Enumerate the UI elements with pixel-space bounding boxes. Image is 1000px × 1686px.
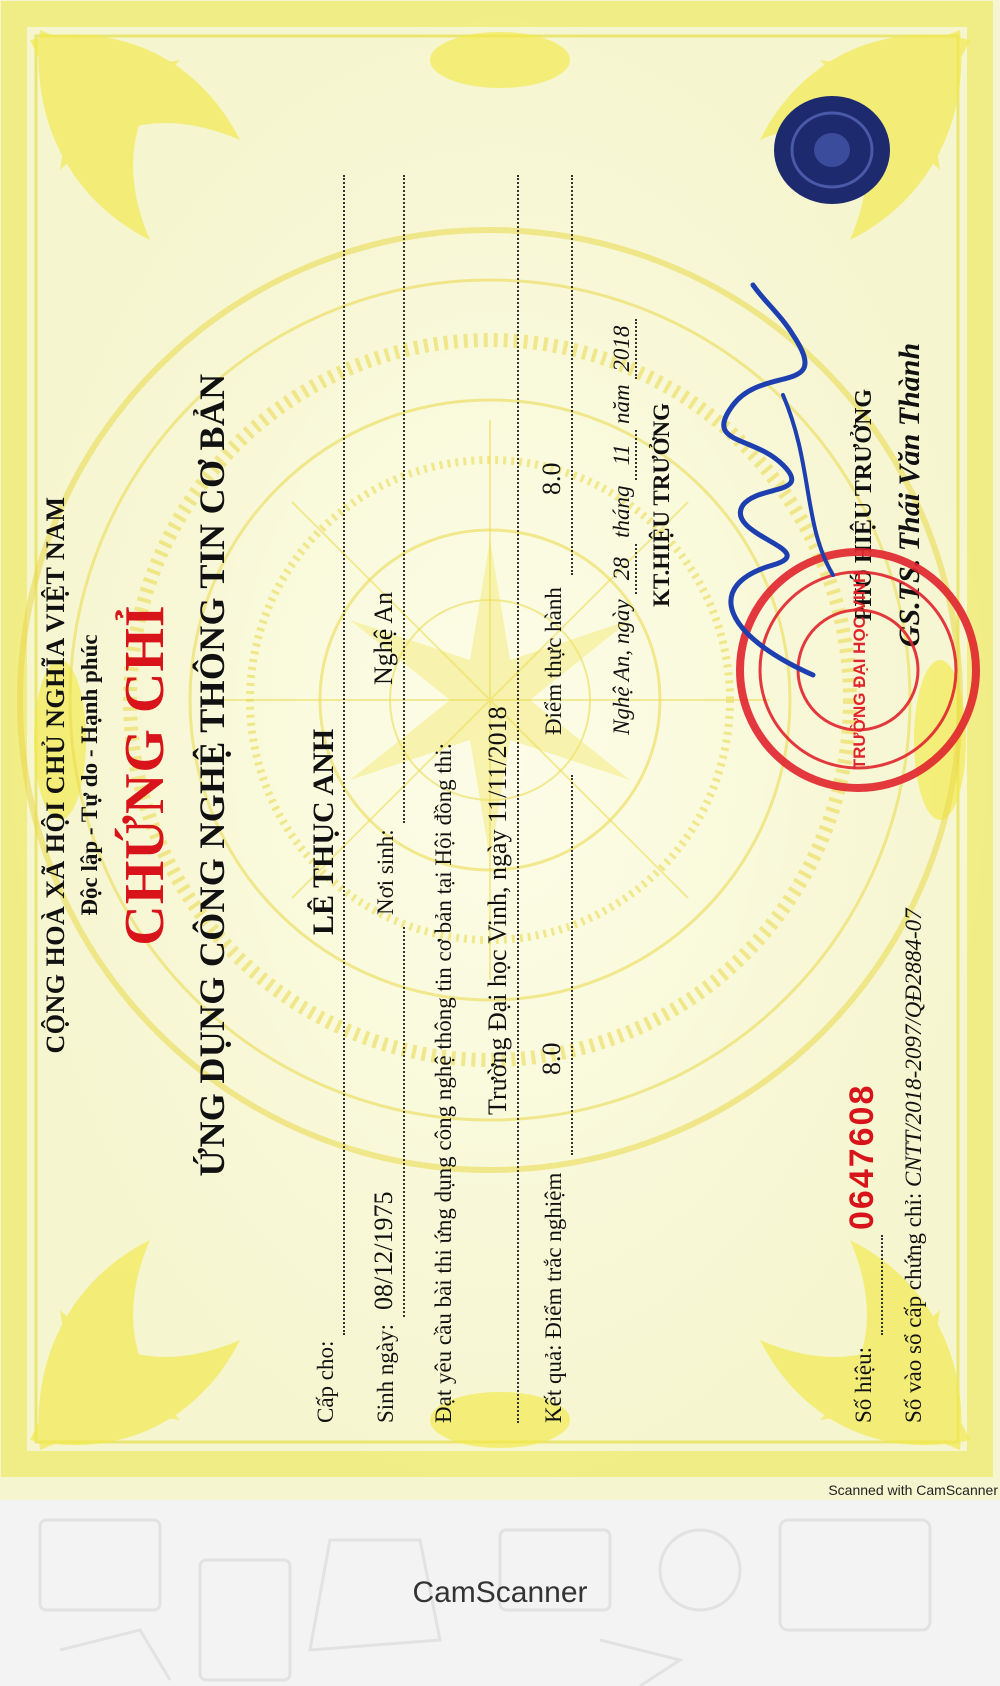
registry-line xyxy=(901,908,927,1423)
date-month: 11 xyxy=(609,430,637,480)
serial-number: 0647608 xyxy=(843,1083,881,1230)
registry-number: CNTT/2018-2097/QĐ2884-07 xyxy=(901,908,926,1187)
certificate-content xyxy=(13,55,978,1495)
registry-label: Số vào sổ cấp chứng chỉ: xyxy=(901,1192,926,1423)
app-footer xyxy=(0,1500,1000,1686)
practical-label: Điểm thực hành xyxy=(541,587,566,735)
certificate-title: CHỨNG CHỈ xyxy=(114,604,176,946)
date-day: 28 xyxy=(609,544,637,594)
council-text: Trường Đại học Vinh, ngày 11/11/2018 xyxy=(483,706,512,1115)
place-date-line xyxy=(609,319,637,735)
birthplace-label: Nơi sinh: xyxy=(373,829,398,915)
scan-watermark-note: Scanned with CamScanner xyxy=(828,1482,998,1498)
signer-title-1: KT.HIỆU TRƯỞNG xyxy=(649,402,674,608)
mcq-dotted-line xyxy=(571,775,573,1155)
dob-dotted-line xyxy=(403,927,405,1317)
signature xyxy=(663,275,873,695)
camscanner-brand: CamScanner xyxy=(412,1576,588,1609)
result-label: Kết quả: Điểm trắc nghiệm xyxy=(541,1172,566,1423)
dob-value: 08/12/1975 xyxy=(369,1191,398,1310)
date-year-label: năm xyxy=(609,384,634,424)
birthplace-value: Nghệ An xyxy=(369,591,398,685)
nation-heading: CỘNG HOÀ XÃ HỘI CHỦ NGHĨA VIỆT NAM xyxy=(41,496,70,1054)
council-dotted-line xyxy=(517,175,519,1423)
signer-name: GS.TS. Thái Văn Thành xyxy=(893,342,926,648)
birthplace-dotted-line xyxy=(403,175,405,823)
recipient-name: LÊ THỤC ANH xyxy=(307,728,340,935)
practical-score: 8.0 xyxy=(537,462,566,495)
date-month-label: tháng xyxy=(609,485,634,538)
place-date-prefix: Nghệ An, ngày xyxy=(609,599,634,735)
dob-label: Sinh ngày: xyxy=(373,1323,398,1423)
stamp-text: TRƯỜNG ĐẠI HỌC VINH xyxy=(850,570,869,770)
issued-to-label: Cấp cho: xyxy=(313,1340,338,1423)
serial-dotted-line xyxy=(881,1235,883,1335)
requirement-text: Đạt yêu cầu bài thi ứng dụng công nghệ thông tin cơ bản tại Hội đồng thi: xyxy=(431,742,456,1423)
signer-title-2: PHÓ HIỆU TRƯỞNG xyxy=(851,388,877,622)
motto: Độc lập - Tự do - Hạnh phúc xyxy=(77,634,102,916)
serial-label: Số hiệu: xyxy=(851,1346,876,1423)
date-year: 2018 xyxy=(609,319,637,379)
mcq-score: 8.0 xyxy=(537,1042,566,1075)
certificate-subtitle: ỨNG DỤNG CÔNG NGHỆ THÔNG TIN CƠ BẢN xyxy=(192,373,232,1177)
issued-to-dotted-line xyxy=(343,175,345,1335)
practical-dotted-line xyxy=(571,175,573,575)
